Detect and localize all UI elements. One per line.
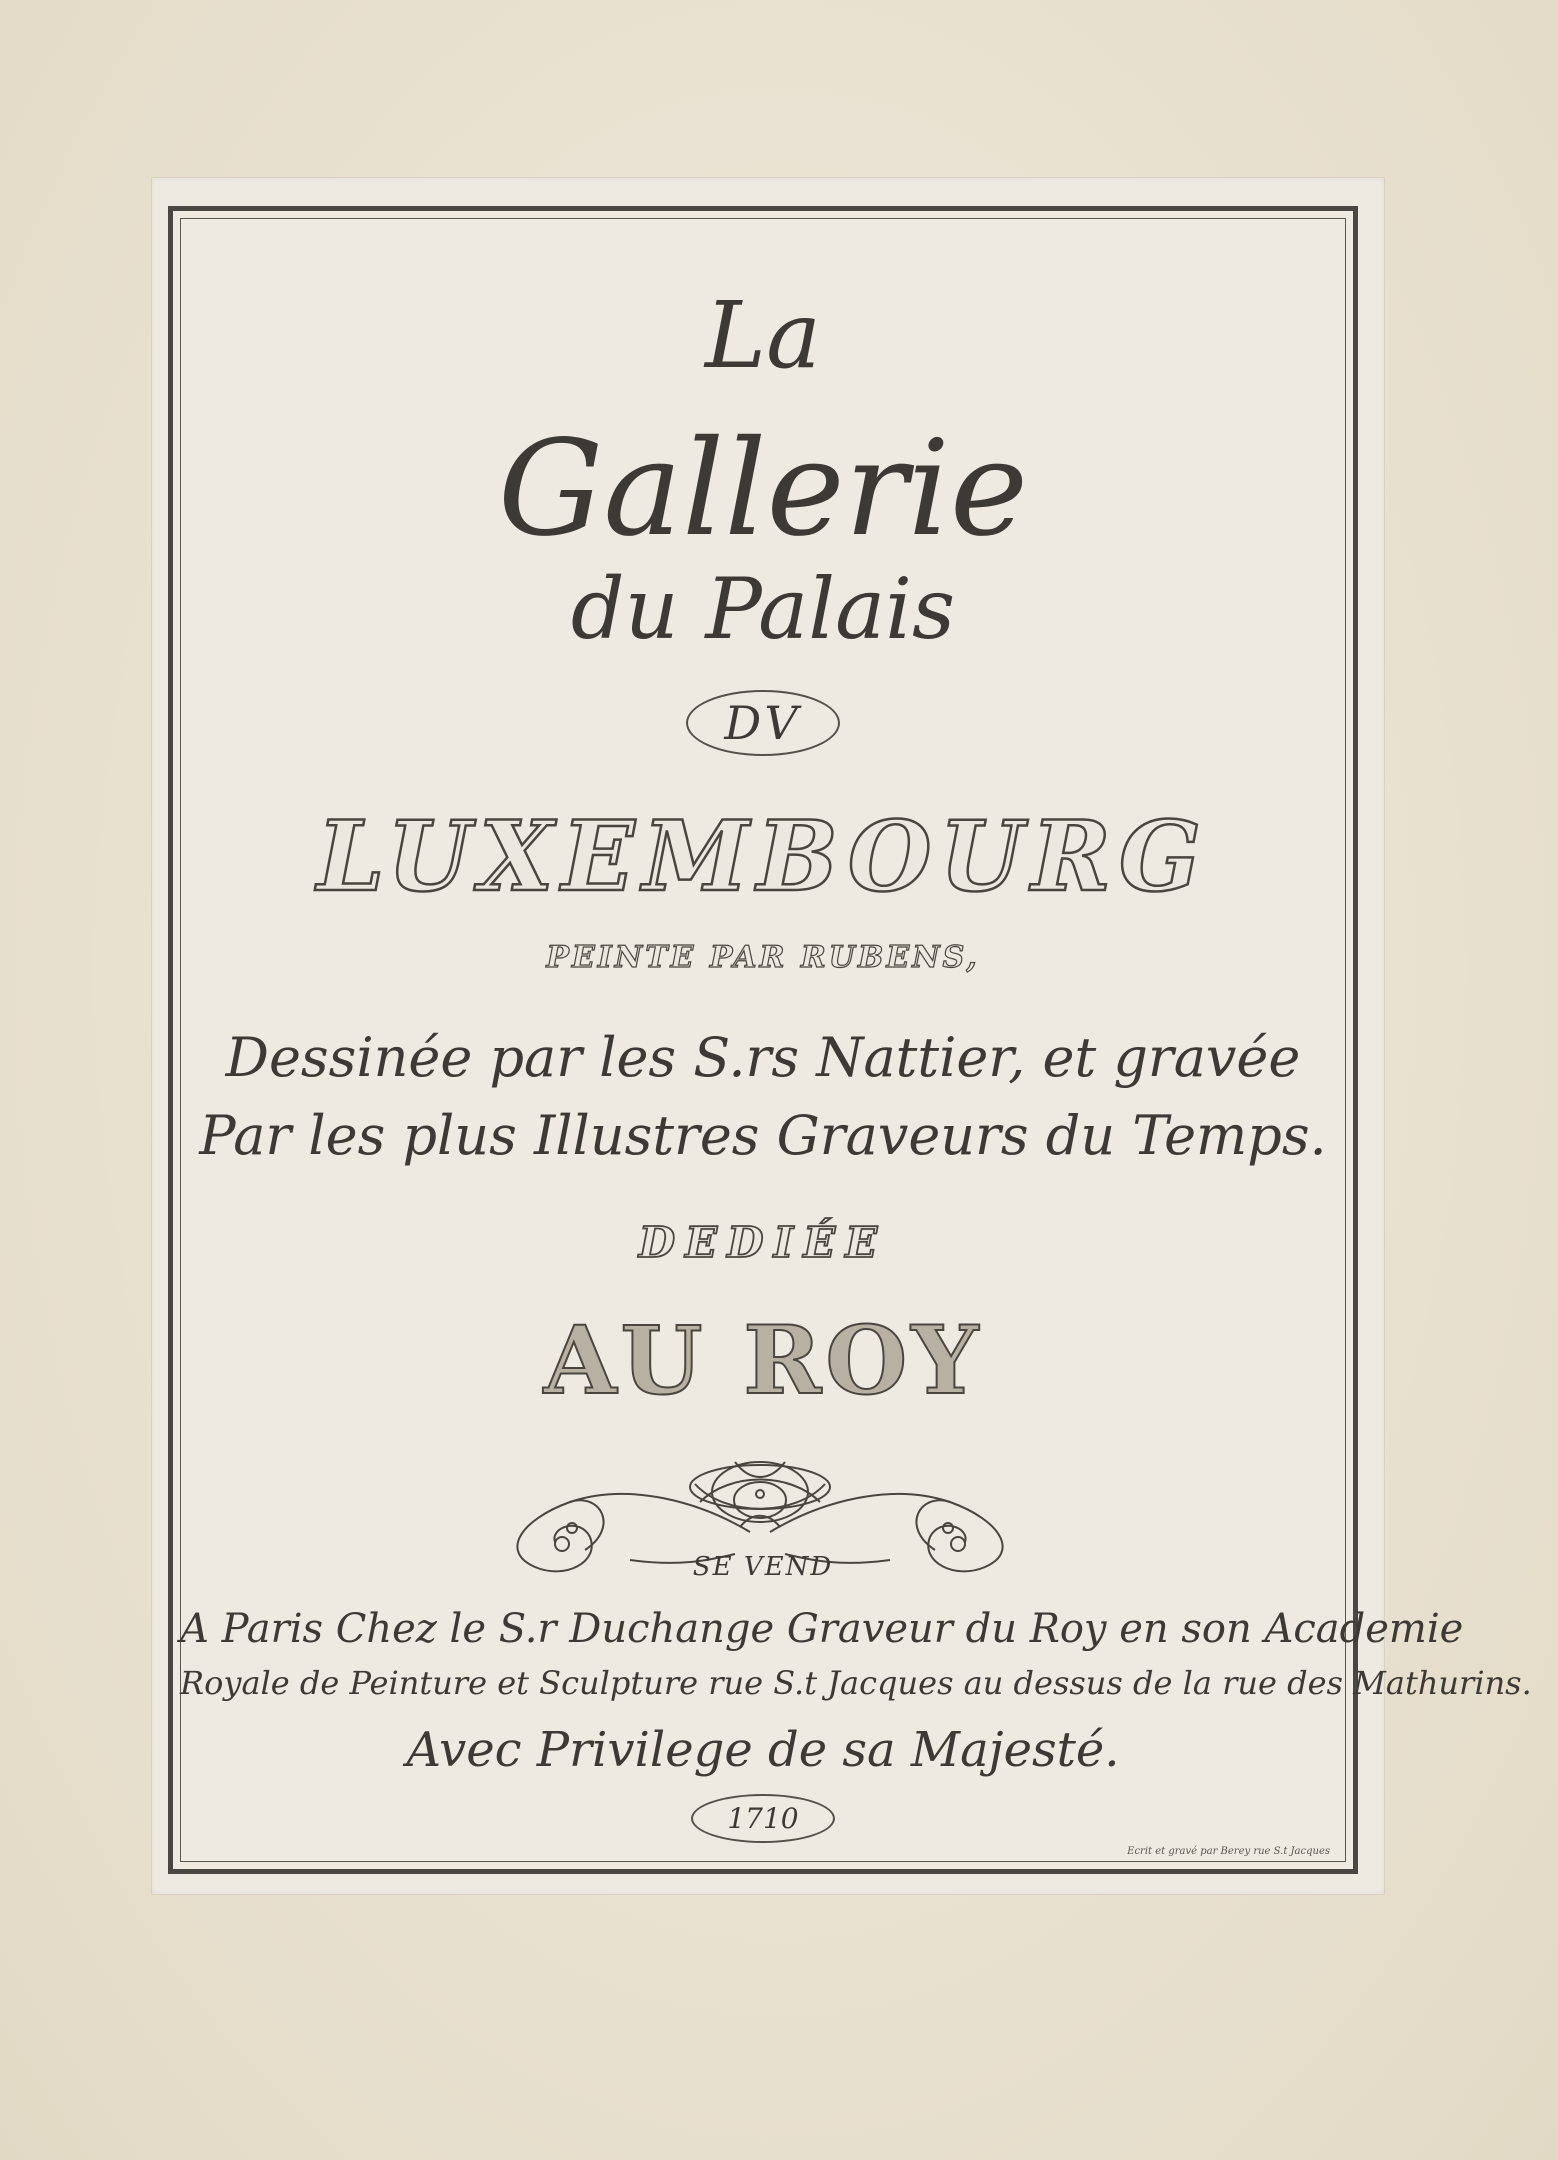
text-dessinee: Dessinée par les S.rs Nattier, et gravée (225, 1026, 1301, 1089)
title-gallerie: Gallerie (497, 412, 1029, 566)
text-paris-line: A Paris Chez le S.r Duchange Graveur du Roy en son Academie (180, 1606, 1464, 1652)
title-du-palais: du Palais (570, 560, 956, 658)
text-royale-line: Royale de Peinture et Sculpture rue S.t Jacques au dessus de la rue des Mathurins. (180, 1664, 1532, 1702)
title-du-caps (180, 690, 1346, 756)
engraver-credit: Ecrit et gravé par Berey rue S.t Jacques (1127, 1846, 1330, 1857)
text-dediee: DEDIÉE (638, 1218, 888, 1267)
year-row (180, 1794, 1346, 1843)
title-luxembourg: LUXEMBOURG (317, 800, 1209, 913)
text-privilege: Avec Privilege de sa Majesté. (406, 1722, 1120, 1778)
text-au-roy: AU ROY (543, 1306, 983, 1416)
subtitle-peinte: PEINTE PAR RUBENS, (546, 940, 980, 975)
title-la: La (705, 282, 821, 389)
year-cartouche: 1710 (691, 1794, 834, 1843)
text-se-vend: SE VEND (692, 1552, 834, 1582)
text-par-les: Par les plus Illustres Graveurs du Temps. (199, 1104, 1327, 1167)
du-cartouche: DV (686, 690, 839, 756)
